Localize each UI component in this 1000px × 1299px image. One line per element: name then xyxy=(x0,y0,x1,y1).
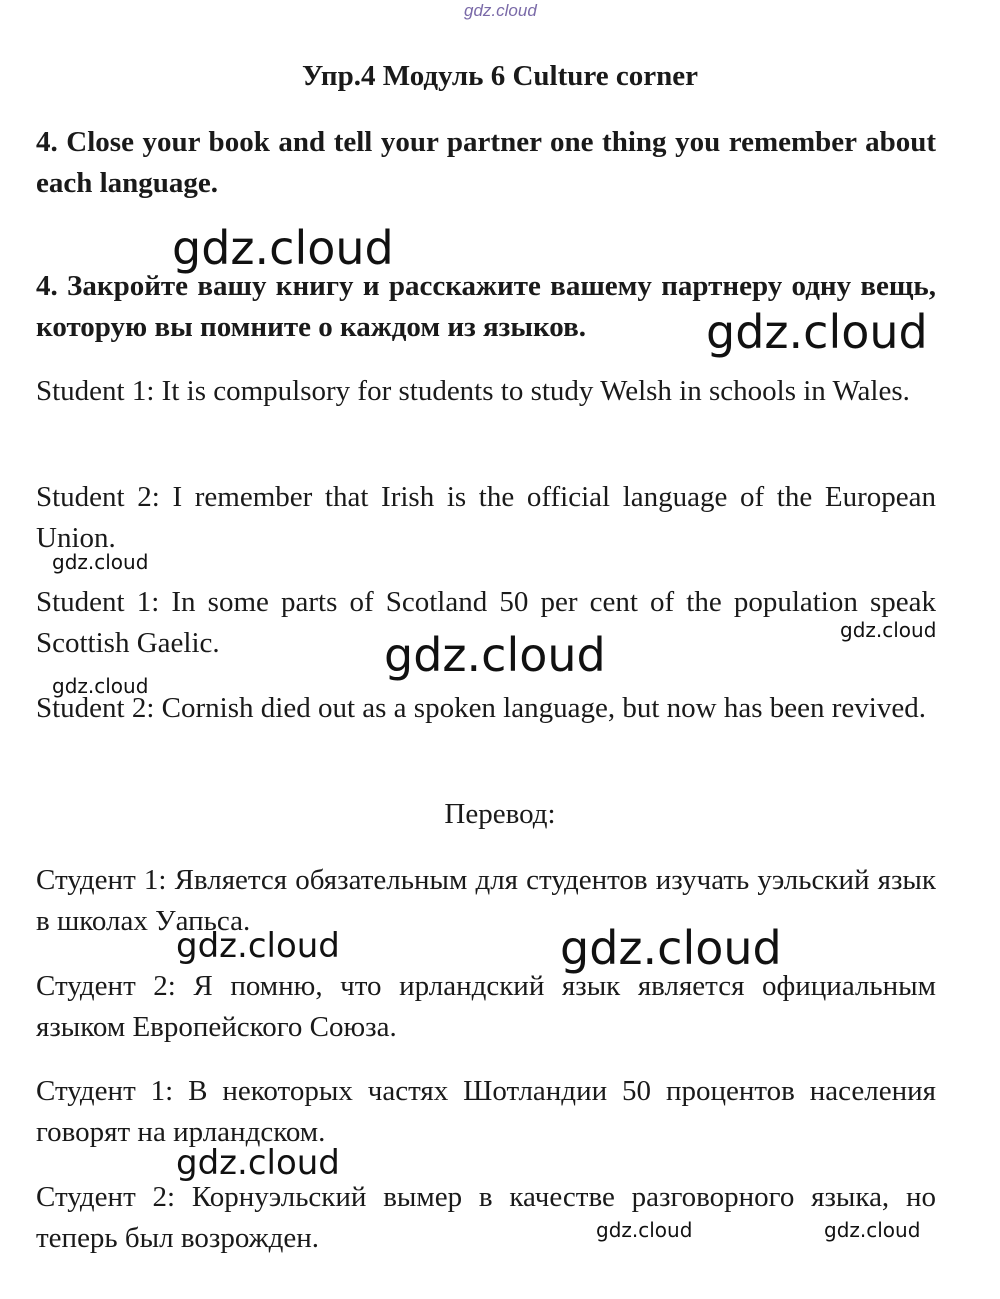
dialogue-ru-line-4: Студент 2: Корнуэльский вымер в качестве разговорного языка, но теперь был возрожден. xyxy=(36,1181,936,1254)
watermark: gdz.cloud xyxy=(172,221,394,275)
watermark: gdz.cloud xyxy=(176,926,340,966)
page-title: Упр.4 Модуль 6 Culture corner xyxy=(302,60,698,92)
task-russian: 4. Закройте вашу книгу и расскажите вашему партнеру одну вещь, которую вы помните о каждом из языков. xyxy=(36,270,936,343)
watermark: gdz.cloud xyxy=(176,1143,340,1183)
watermark: gdz.cloud xyxy=(52,550,149,574)
header-watermark: gdz.cloud xyxy=(464,1,537,20)
watermark: gdz.cloud xyxy=(560,921,782,975)
dialogue-en-line-1: Student 1: It is compulsory for students to study Welsh in schools in Wales. xyxy=(36,375,910,407)
dialogue-en-line-2: Student 2: I remember that Irish is the official language of the European Union. xyxy=(36,481,936,554)
watermark: gdz.cloud xyxy=(384,628,606,682)
dialogue-ru-line-1: Студент 1: Является обязательным для студентов изучать уэльский язык в школах Уапьса. xyxy=(36,864,936,937)
dialogue-en-line-4: Student 2: Cornish died out as a spoken language, but now has been revived. xyxy=(36,692,926,724)
dialogue-ru-line-2: Студент 2: Я помню, что ирландский язык является официальным языком Европейского Союза. xyxy=(36,970,936,1043)
watermark: gdz.cloud xyxy=(596,1218,693,1242)
watermark: gdz.cloud xyxy=(706,305,928,359)
watermark: gdz.cloud xyxy=(52,674,149,698)
dialogue-ru-line-3: Студент 1: В некоторых частях Шотландии 50 процентов населения говорят на ирландском. xyxy=(36,1075,936,1148)
watermark: gdz.cloud xyxy=(824,1218,921,1242)
task-english: 4. Close your book and tell your partner one thing you remember about each language. xyxy=(36,126,936,199)
dialogue-en-line-3: Student 1: In some parts of Scotland 50 per cent of the population speak Scottish Gaelic. xyxy=(36,586,936,659)
watermark: gdz.cloud xyxy=(840,618,937,642)
translation-heading: Перевод: xyxy=(444,798,556,830)
